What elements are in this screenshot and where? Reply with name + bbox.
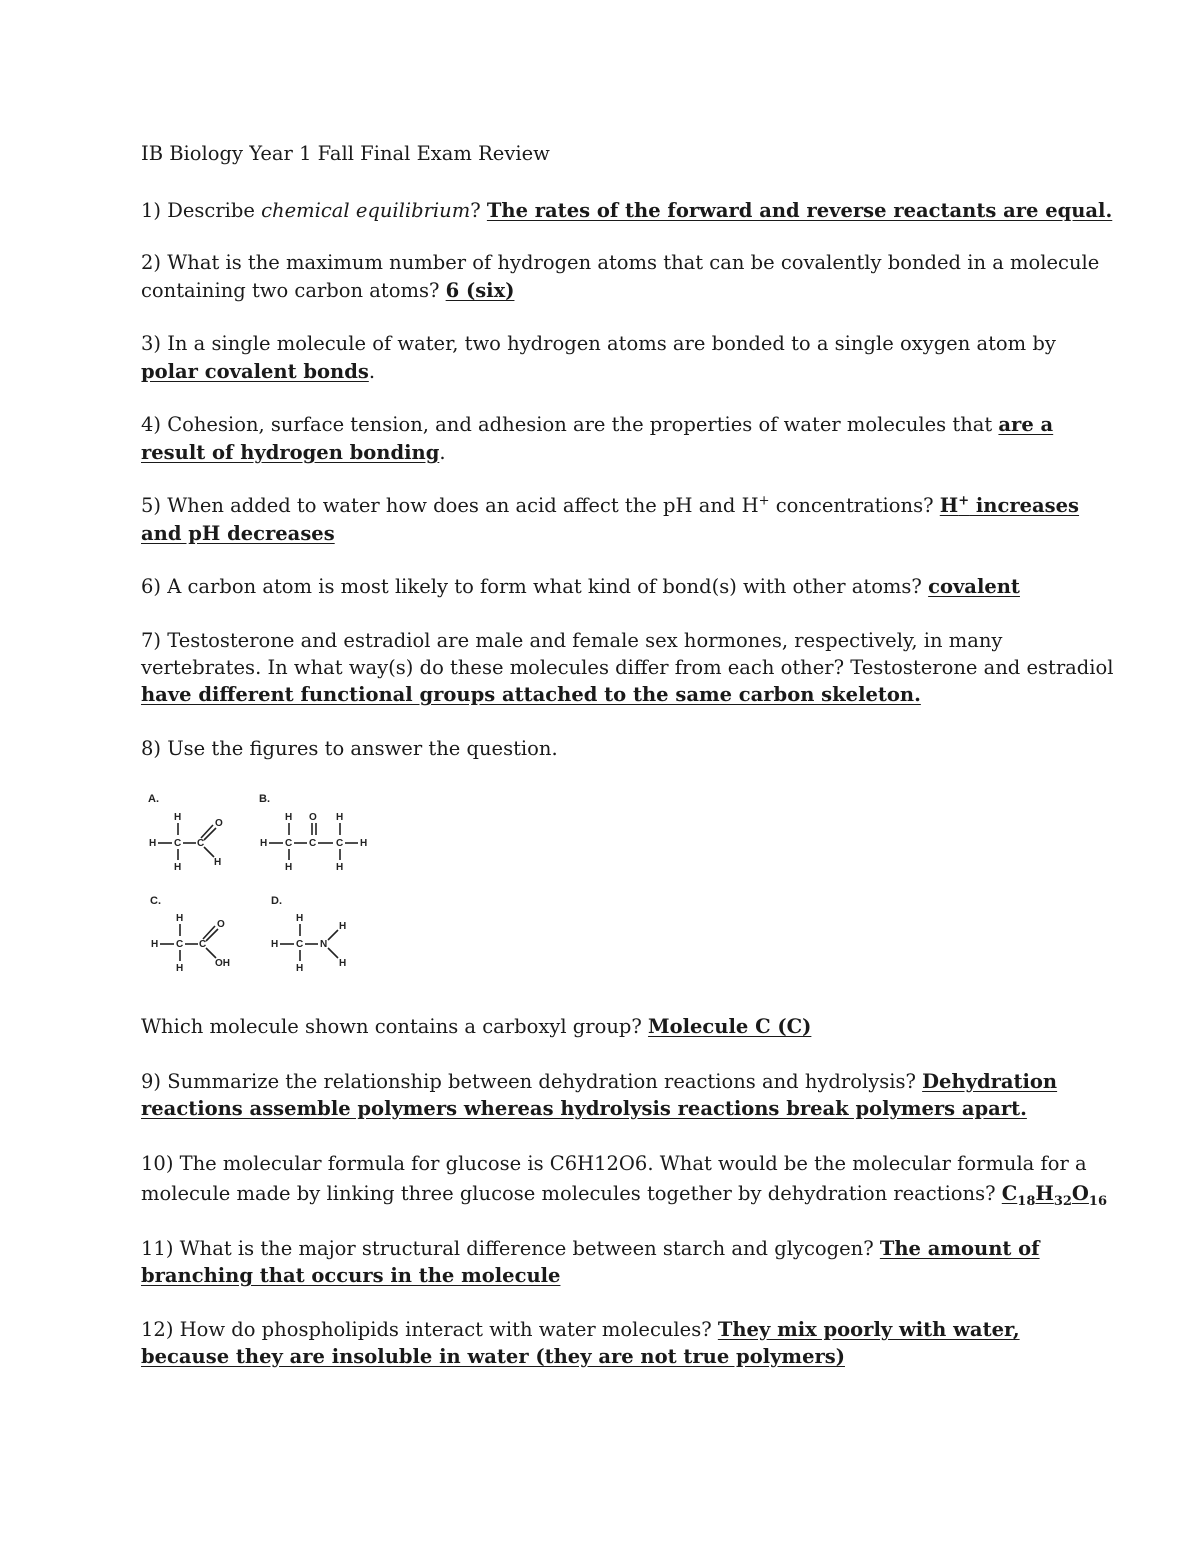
question-3-line-1: 3) In a single molecule of water, two hydrogen atoms are bonded to a single oxygen atom by — [141, 332, 1056, 355]
question-9-line-1 — [141, 1068, 1057, 1095]
svg-text:C: C — [176, 939, 184, 950]
q10-answer: $C_{18}H_{32}O_{16}$ — [1001, 1182, 1108, 1209]
q2-text: containing two carbon atoms? — [141, 279, 446, 302]
svg-text:H: H — [285, 812, 293, 823]
q3-answer: polar covalent bonds — [141, 360, 369, 383]
q6-text: 6) A carbon atom is most likely to form what kind of bond(s) with other atoms? — [141, 575, 929, 598]
molecule-b — [259, 793, 367, 873]
molecule-b-label: B. — [259, 793, 270, 805]
svg-text:H: H — [260, 838, 268, 849]
svg-text:H: H — [339, 958, 347, 969]
q5-superscript: + — [758, 493, 770, 509]
question-4-line-2 — [141, 439, 446, 466]
question-5-line-2 — [141, 520, 335, 547]
question-12-line-2 — [141, 1343, 845, 1370]
molecule-c — [150, 895, 230, 974]
molecule-a-label: A. — [148, 793, 159, 805]
molecule-figures — [141, 788, 381, 988]
svg-text:H: H — [336, 812, 344, 823]
molecule-d — [271, 895, 346, 974]
q12-answer-part-2: because they are insoluble in water (they are not true polymers) — [141, 1345, 845, 1368]
svg-text:C: C — [336, 838, 344, 849]
q4-answer-part-1: are a — [998, 413, 1054, 436]
svg-text:C: C — [197, 838, 205, 849]
molecule-a — [148, 793, 223, 873]
q8-question: Which molecule shown contains a carboxyl group? — [141, 1015, 649, 1038]
q6-answer: covalent — [928, 575, 1020, 598]
q1-suffix: ? — [470, 199, 487, 222]
svg-text:H: H — [174, 812, 182, 823]
svg-text:H: H — [271, 939, 279, 950]
q5-answer-part-2: and pH decreases — [141, 522, 335, 545]
q12-text: 12) How do phospholipids interact with water molecules? — [141, 1318, 718, 1341]
q1-answer: The rates of the forward and reverse reactants are equal. — [486, 199, 1113, 222]
q9-text: 9) Summarize the relationship between dehydration reactions and hydrolysis? — [141, 1070, 923, 1093]
q4-answer-part-2: result of hydrogen bonding — [141, 441, 440, 464]
question-1 — [141, 197, 1112, 224]
svg-text:H: H — [151, 939, 159, 950]
q11-text: 11) What is the major structural difference between starch and glycogen? — [141, 1237, 880, 1260]
q3-end: . — [368, 360, 376, 383]
svg-text:H: H — [296, 963, 304, 974]
svg-text:C: C — [199, 939, 207, 950]
molecule-d-label: D. — [271, 895, 282, 907]
q5-answer-h: H — [939, 494, 959, 517]
svg-text:H: H — [336, 862, 344, 873]
molecule-diagram — [141, 788, 381, 988]
q10-text: molecule made by linking three glucose molecules together by dehydration reactions? — [141, 1182, 1002, 1205]
question-9-line-2 — [141, 1095, 1027, 1122]
q9-answer-part-1: Dehydration — [922, 1070, 1058, 1093]
q11-answer-part-1: The amount of — [879, 1237, 1040, 1260]
question-3-line-2 — [141, 358, 375, 385]
question-10-line-1: 10) The molecular formula for glucose is C6H12O6. What would be the molecular formula for a — [141, 1152, 1087, 1175]
svg-text:O: O — [215, 818, 223, 829]
svg-text:C: C — [174, 838, 182, 849]
svg-text:H: H — [296, 913, 304, 924]
question-8-prompt — [141, 1013, 811, 1040]
svg-text:O: O — [309, 812, 317, 823]
svg-text:H: H — [339, 921, 347, 932]
q7-answer: have different functional groups attached to the same carbon skeleton. — [141, 683, 921, 706]
molecule-c-label: C. — [150, 895, 161, 907]
svg-text:H: H — [176, 913, 184, 924]
question-5-line-1 — [141, 492, 1079, 519]
question-11-line-1 — [141, 1235, 1040, 1262]
q4-text: 4) Cohesion, surface tension, and adhesion are the properties of water molecules that — [141, 413, 999, 436]
q5-answer-increases: increases — [969, 494, 1080, 517]
document-title: IB Biology Year 1 Fall Final Exam Review — [141, 142, 550, 165]
svg-text:H: H — [176, 963, 184, 974]
svg-text:N: N — [320, 939, 328, 950]
q8-answer: Molecule C (C) — [648, 1015, 812, 1038]
question-6 — [141, 573, 1020, 600]
q5-answer-part-1 — [940, 494, 1079, 517]
svg-text:O: O — [217, 919, 225, 930]
svg-text:C: C — [296, 939, 304, 950]
svg-text:C: C — [285, 838, 293, 849]
question-8: 8) Use the figures to answer the question. — [141, 737, 558, 760]
q5-text: 5) When added to water how does an acid affect the pH and H — [141, 494, 759, 517]
svg-text:H: H — [360, 838, 368, 849]
svg-text:H: H — [174, 862, 182, 873]
svg-text:H: H — [214, 857, 222, 868]
question-11-line-2 — [141, 1262, 560, 1289]
q11-answer-part-2: branching that occurs in the molecule — [141, 1264, 561, 1287]
q9-answer-part-2: reactions assemble polymers whereas hydrolysis reactions break polymers apart. — [141, 1097, 1027, 1120]
question-2-line-2 — [141, 277, 514, 304]
q1-prefix: 1) Describe — [141, 199, 262, 222]
svg-text:OH: OH — [215, 958, 230, 969]
q12-answer-part-1: They mix poorly with water, — [717, 1318, 1020, 1341]
question-7-line-3 — [141, 681, 921, 708]
svg-text:H: H — [285, 862, 293, 873]
question-4-line-1 — [141, 411, 1053, 438]
q1-term: chemical equilibrium — [261, 199, 471, 222]
svg-text:C: C — [309, 838, 317, 849]
q2-answer: 6 (six) — [445, 279, 515, 302]
question-2-line-1: 2) What is the maximum number of hydrogen atoms that can be covalently bonded in a molecule — [141, 251, 1100, 274]
q4-end: . — [439, 441, 446, 464]
svg-text:H: H — [149, 838, 157, 849]
question-12-line-1 — [141, 1316, 1020, 1343]
q5-answer-superscript: + — [958, 493, 970, 509]
question-7-line-2: vertebrates. In what way(s) do these molecules differ from each other? Testosterone and estradiol — [141, 656, 1114, 679]
question-7-line-1: 7) Testosterone and estradiol are male and female sex hormones, respectively, in many — [141, 629, 1003, 652]
q5-text-2: concentrations? — [769, 494, 940, 517]
question-10-line-2 — [141, 1180, 1107, 1207]
